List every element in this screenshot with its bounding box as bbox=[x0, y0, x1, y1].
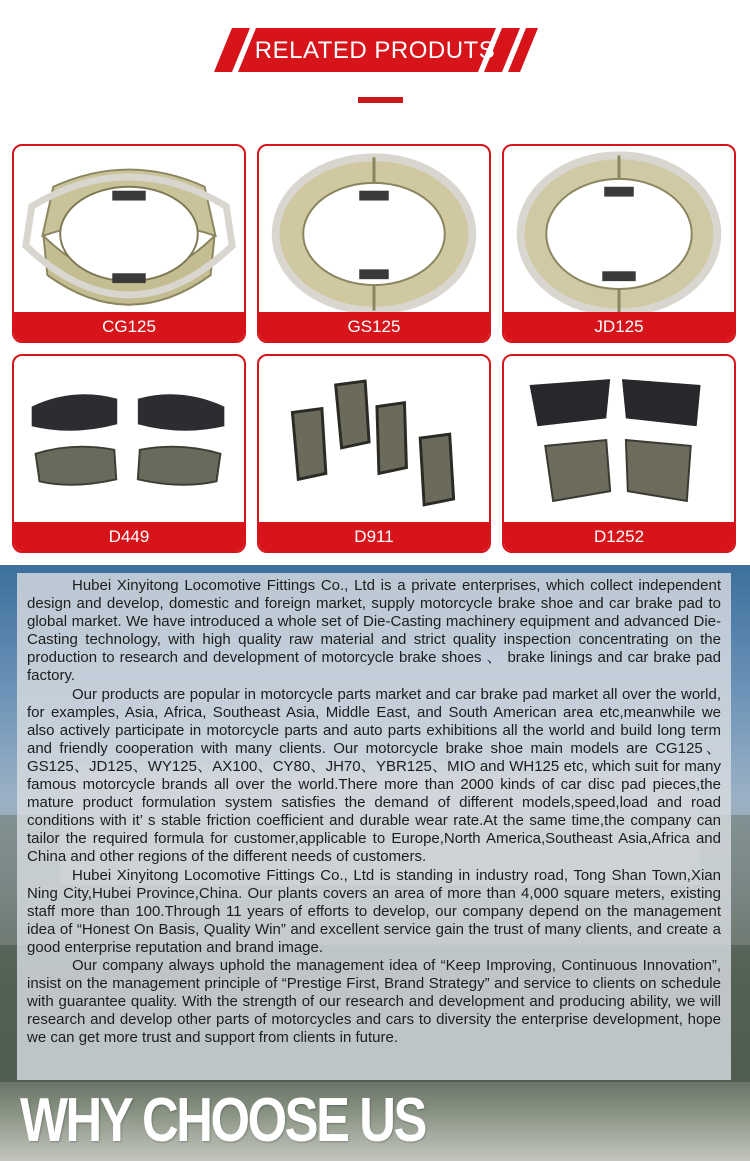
paragraph: Hubei Xinyitong Locomotive Fittings Co., Ltd is standing in industry road, Tong Shan Town,Xian Ning City,Hubei Province,China. Our plants covers an area of more than 4,000 square meters, existing staff more than 100.Through 11 years of efforts to develop, our company depend on the management idea of “Honest On Basis, Quality Win” and excellent service gain the trust of many clients, and create a good enterprise reputation and brand image. bbox=[27, 866, 721, 956]
product-label: D449 bbox=[14, 522, 244, 551]
why-choose-us-section bbox=[0, 1082, 750, 1161]
company-intro-section bbox=[0, 565, 750, 1085]
why-choose-us-title: WHY CHOOSE US bbox=[20, 1086, 425, 1155]
brake-shoe-icon bbox=[259, 146, 489, 316]
brake-pad-icon bbox=[14, 356, 244, 526]
product-card-d449[interactable] bbox=[12, 354, 246, 553]
brake-pad-icon bbox=[504, 356, 734, 526]
product-label: JD125 bbox=[504, 312, 734, 341]
paragraph: Our products are popular in motorcycle parts market and car brake pad market all over the world, for examples, Asia, Africa, Southeast Asia, Middle East, and South American area etc,meanwhile we also actively participate in motorcycle parts and auto parts exhibitions all the world and build long term and friendly cooperation with many clients. Our motorcycle brake shoe main models are CG125、GS125、JD125、WY125、AX100、CY80、JH70、YBR125、MIO and WH125 etc, which suit for many famous motorcycle brands all over the world.There more than 2000 kinds of car disc pad pieces,the mature product formulation system satisfies the demand of different models,speed,load and road conditions with it’ s stable friction coefficient and durable wear rate.At the same time,the company can tailor the required formula for customer,applicable to Europe,North America,Southeast Asia,Africa and China and other regions of the different needs of customers. bbox=[27, 685, 721, 866]
product-card-cg125[interactable] bbox=[12, 144, 246, 343]
section-header bbox=[0, 0, 750, 110]
product-label: D911 bbox=[259, 522, 489, 551]
product-label: CG125 bbox=[14, 312, 244, 341]
product-card-d911[interactable] bbox=[257, 354, 491, 553]
product-label: D1252 bbox=[504, 522, 734, 551]
paragraph: Our company always uphold the management idea of “Keep Improving, Continuous Innovation”, insist on the management principle of “Prestige First, Brand Strategy” and service to clients on schedule with guarantee quality. With the strength of our research and development and producing ability, we will research and develop other parts of motorcycles and cars to diversity the enterprise development, hope we can get more trust and support from clients in future. bbox=[27, 956, 721, 1047]
paragraph: Hubei Xinyitong Locomotive Fittings Co., Ltd is a private enterprises, which collect independent design and develop, domestic and foreign market, supply motorcycle brake shoe and car brake pad to global market. We have introduced a whole set of Die-Casting machinery equipment and advanced Die-Casting technology, with high quality raw material and strict quality inspection concentrating on the production to research and development of motorcycle brake shoes 、 brake linings and car brake pad factory. bbox=[27, 577, 721, 685]
title-underline bbox=[358, 97, 403, 103]
brake-shoe-icon bbox=[504, 146, 734, 316]
brake-pad-icon bbox=[259, 356, 489, 526]
product-card-d1252[interactable] bbox=[502, 354, 736, 553]
product-label: GS125 bbox=[259, 312, 489, 341]
company-description bbox=[27, 577, 721, 1047]
product-card-jd125[interactable] bbox=[502, 144, 736, 343]
product-card-gs125[interactable] bbox=[257, 144, 491, 343]
brake-shoe-icon bbox=[14, 146, 244, 316]
section-title: RELATED PRODUTS bbox=[254, 37, 496, 64]
